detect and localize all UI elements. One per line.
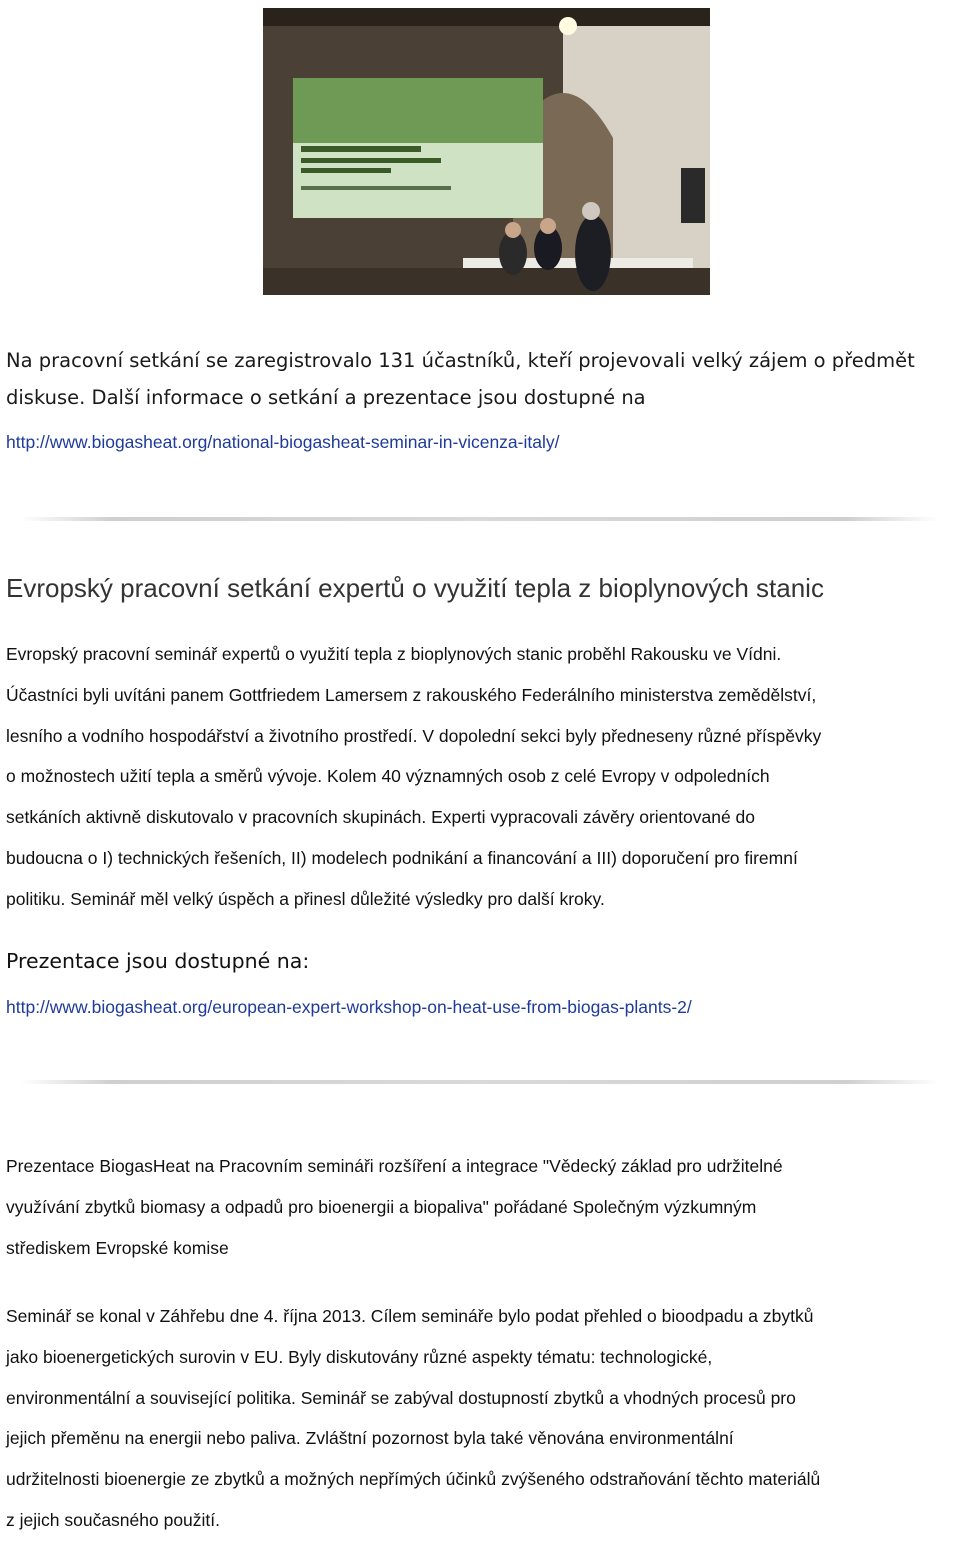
expert-workshop-link[interactable]: http://www.biogasheat.org/european-expert-workshop-on-heat-use-from-biogas-plants-2/ [6, 997, 692, 1017]
divider [20, 1080, 938, 1084]
paragraph-line: jako bioenergetických surovin v EU. Byly diskutovány různé aspekty tématu: technologické, [6, 1346, 713, 1367]
paragraph-line: udržitelnosti bioenergie ze zbytků a možných nepřímých účinků zvýšeného odstraňování těchto materiálů [6, 1469, 821, 1490]
intro-paragraph [6, 342, 956, 416]
paragraph-line: Účastníci byli uvítáni panem Gottfriedem Lamersem z rakouského Federálního ministerstva zemědělství, [6, 684, 817, 705]
divider [20, 517, 938, 521]
paragraph-line: využívání zbytků biomasy a odpadů pro bioenergii a biopaliva" pořádané Společným výzkumným [6, 1196, 757, 1217]
paragraph-line: Seminář se konal v Záhřebu dne 4. října 2013. Cílem semináře bylo podat přehled o bioodpadu a zbytků [6, 1306, 814, 1326]
jrc-paragraph [6, 1146, 956, 1268]
paragraph-line: střediskem Evropské komise [6, 1237, 229, 1258]
vicenza-seminar-link[interactable]: http://www.biogasheat.org/national-biogasheat-seminar-in-vicenza-italy/ [6, 432, 560, 452]
paragraph-line: jejich přeměnu na energii nebo paliva. Zvláštní pozornost byla také věnována environmentální [6, 1428, 734, 1449]
paragraph-line: environmentální a související politika. Seminář se zabýval dostupností zbytků a vhodných procesů pro [6, 1387, 796, 1408]
paragraph-line: o možnostech užití tepla a směrů vývoje. Kolem 40 významných osob z celé Evropy v odpoledních [6, 766, 770, 787]
intro-line: diskuse. Další informace o setkání a prezentace jsou dostupné na [6, 386, 646, 409]
seminar-photo [263, 8, 710, 295]
presentations-label: Prezentace jsou dostupné na: [6, 949, 310, 973]
paragraph-line: z jejich současného použití. [6, 1509, 221, 1530]
section-title: Evropský pracovní setkání expertů o využití tepla z bioplynových stanic [6, 573, 824, 603]
paragraph-line: lesního a vodního hospodářství a životního prostředí. V dopolední sekci byly předneseny různé příspěvky [6, 725, 822, 746]
paragraph-line: setkáních aktivně diskutovalo v pracovních skupinách. Experti vypracovali závěry orientované do [6, 807, 756, 828]
paragraph-line: Prezentace BiogasHeat na Pracovním semináři rozšíření a integrace "Vědecký základ pro udržitelné [6, 1156, 783, 1176]
zagreb-paragraph [6, 1296, 956, 1541]
paragraph-line: Evropský pracovní seminář expertů o využití tepla z bioplynových stanic proběhl Rakousku ve Vídni. [6, 644, 782, 664]
intro-line: Na pracovní setkání se zaregistrovalo 131 účastníků, kteří projevovali velký zájem o předmět [6, 349, 915, 372]
paragraph-line: politiku. Seminář měl velký úspěch a přinesl důležité výsledky pro další kroky. [6, 888, 605, 909]
paragraph-line: budoucna o I) technických řešeních, II) modelech podnikání a financování a III) doporučení pro firemní [6, 847, 798, 868]
workshop-paragraph [6, 634, 956, 920]
